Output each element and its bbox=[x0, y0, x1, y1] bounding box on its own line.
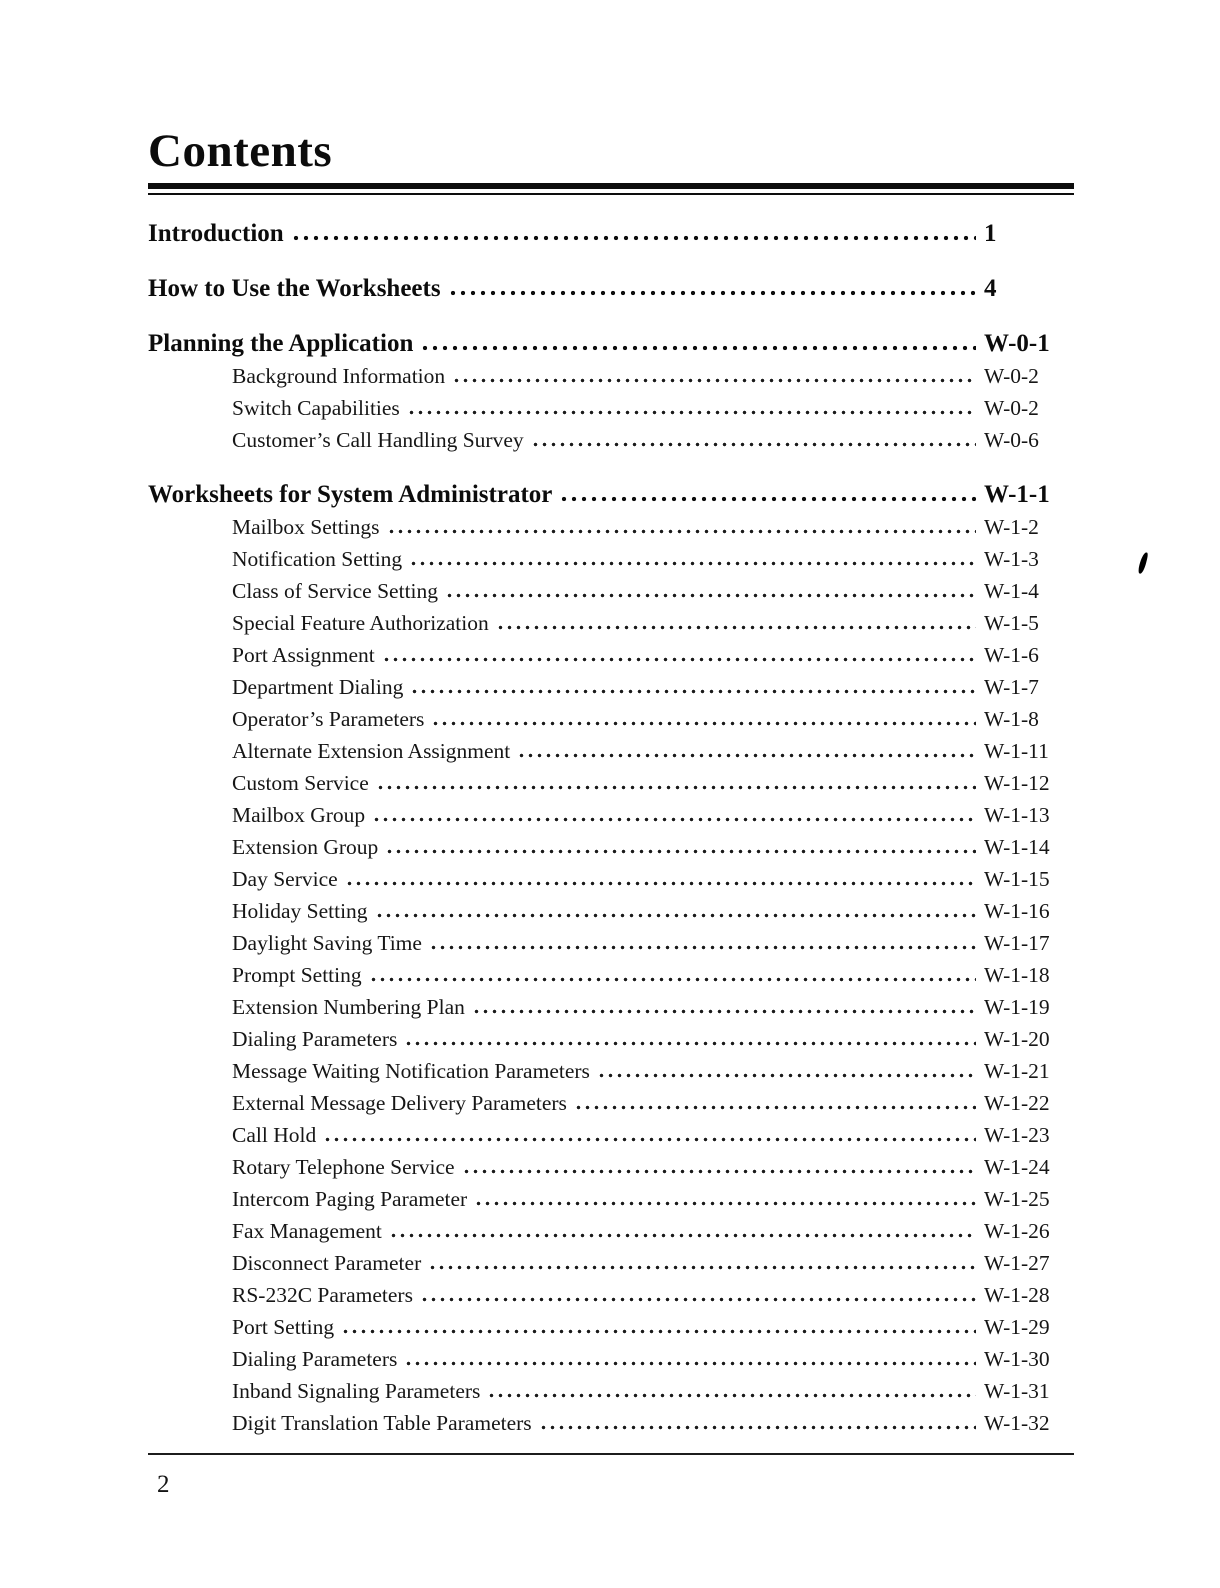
toc-entry-row bbox=[148, 1215, 1074, 1247]
dotted-leader bbox=[487, 1393, 976, 1398]
table-of-contents bbox=[148, 217, 1074, 1439]
dotted-leader bbox=[369, 977, 976, 982]
toc-entry-page: W-0-6 bbox=[984, 427, 1039, 452]
dotted-leader bbox=[389, 1233, 976, 1238]
toc-entry-page: W-1-25 bbox=[984, 1186, 1050, 1211]
toc-entry-label: Port Assignment bbox=[232, 642, 375, 667]
toc-entry-label: Port Setting bbox=[232, 1314, 335, 1339]
toc-entry-label: Disconnect Parameter bbox=[232, 1250, 422, 1275]
toc-entry-page: W-1-16 bbox=[984, 898, 1050, 923]
toc-entry-page: W-1-7 bbox=[984, 674, 1039, 699]
toc-entry-row bbox=[148, 511, 1074, 543]
toc-entry-row bbox=[148, 767, 1074, 799]
toc-entry-page: W-1-6 bbox=[984, 642, 1039, 667]
dotted-leader bbox=[376, 785, 976, 790]
toc-entry-label: Message Waiting Notification Parameters bbox=[232, 1058, 590, 1083]
dotted-leader bbox=[410, 689, 976, 694]
dotted-leader bbox=[496, 625, 976, 630]
toc-entry-label: Daylight Saving Time bbox=[232, 930, 422, 955]
toc-section-row bbox=[148, 478, 1074, 511]
dotted-leader bbox=[448, 290, 976, 296]
toc-entry-page: W-1-24 bbox=[984, 1154, 1050, 1179]
toc-entry-page: W-1-30 bbox=[984, 1346, 1050, 1371]
toc-entry-label: External Message Delivery Parameters bbox=[232, 1090, 567, 1115]
toc-entry-page: W-1-11 bbox=[984, 738, 1049, 763]
toc-entry-label: Department Dialing bbox=[232, 674, 404, 699]
toc-entry-page: W-1-17 bbox=[984, 930, 1050, 955]
toc-entry-row bbox=[148, 543, 1074, 575]
scan-artifact-mark bbox=[1137, 552, 1148, 575]
dotted-leader bbox=[574, 1105, 976, 1110]
toc-entry-label: Dialing Parameters bbox=[232, 1346, 398, 1371]
dotted-leader bbox=[387, 529, 976, 534]
dotted-leader bbox=[474, 1201, 976, 1206]
dotted-leader bbox=[404, 1041, 976, 1046]
toc-entry-row bbox=[148, 1119, 1074, 1151]
toc-entry-row bbox=[148, 991, 1074, 1023]
toc-entry-label: Prompt Setting bbox=[232, 962, 362, 987]
toc-section-row bbox=[148, 217, 1074, 250]
toc-entry-page: W-1-12 bbox=[984, 770, 1050, 795]
toc-entry-page: W-1-31 bbox=[984, 1378, 1050, 1403]
toc-entry-label: Extension Numbering Plan bbox=[232, 994, 465, 1019]
dotted-leader bbox=[420, 345, 976, 351]
dotted-leader bbox=[428, 1265, 976, 1270]
toc-entry-page: W-1-26 bbox=[984, 1218, 1050, 1243]
dotted-leader bbox=[291, 235, 976, 241]
toc-entry-label: Mailbox Settings bbox=[232, 514, 380, 539]
toc-entry-label: Class of Service Setting bbox=[232, 578, 439, 603]
dotted-leader bbox=[409, 561, 976, 566]
toc-entry-page: W-0-2 bbox=[984, 395, 1039, 420]
dotted-leader bbox=[597, 1073, 976, 1078]
toc-entry-row bbox=[148, 392, 1074, 424]
dotted-leader bbox=[341, 1329, 976, 1334]
toc-entry-page: W-1-32 bbox=[984, 1410, 1050, 1435]
toc-entry-page: W-1-18 bbox=[984, 962, 1050, 987]
toc-entry-row bbox=[148, 1087, 1074, 1119]
toc-entry-label: Day Service bbox=[232, 866, 338, 891]
toc-entry-row bbox=[148, 735, 1074, 767]
toc-entry-page: W-1-5 bbox=[984, 610, 1039, 635]
toc-entry-row bbox=[148, 863, 1074, 895]
dotted-leader bbox=[372, 817, 976, 822]
dotted-leader bbox=[559, 496, 976, 502]
toc-entry-row bbox=[148, 1247, 1074, 1279]
page-footer bbox=[148, 1453, 1074, 1499]
page-title: Contents bbox=[148, 125, 333, 177]
toc-entry-page: W-1-23 bbox=[984, 1122, 1050, 1147]
toc-entry-label: Custom Service bbox=[232, 770, 369, 795]
toc-entry-row bbox=[148, 671, 1074, 703]
toc-entry-label: Call Hold bbox=[232, 1122, 317, 1147]
toc-entry-label: How to Use the Worksheets bbox=[148, 274, 441, 302]
dotted-leader bbox=[462, 1169, 976, 1174]
dotted-leader bbox=[382, 657, 976, 662]
toc-entry-label: Alternate Extension Assignment bbox=[232, 738, 511, 763]
dotted-leader bbox=[445, 593, 976, 598]
dotted-leader bbox=[420, 1297, 976, 1302]
toc-entry-row bbox=[148, 895, 1074, 927]
toc-entry-row bbox=[148, 639, 1074, 671]
toc-entry-row bbox=[148, 799, 1074, 831]
toc-entry-page: W-1-29 bbox=[984, 1314, 1050, 1339]
toc-entry-row bbox=[148, 360, 1074, 392]
toc-entry-page: W-1-27 bbox=[984, 1250, 1050, 1275]
toc-entry-label: Mailbox Group bbox=[232, 802, 366, 827]
toc-entry-page: W-1-21 bbox=[984, 1058, 1050, 1083]
toc-entry-page: 1 bbox=[984, 219, 997, 247]
dotted-leader bbox=[385, 849, 976, 854]
toc-entry-label: Fax Management bbox=[232, 1218, 382, 1243]
toc-entry-page: W-1-4 bbox=[984, 578, 1039, 603]
toc-entry-page: W-1-28 bbox=[984, 1282, 1050, 1307]
toc-entry-row bbox=[148, 1151, 1074, 1183]
toc-entry-label: Switch Capabilities bbox=[232, 395, 400, 420]
toc-entry-page: W-1-19 bbox=[984, 994, 1050, 1019]
toc-entry-row bbox=[148, 703, 1074, 735]
toc-entry-page: W-1-22 bbox=[984, 1090, 1050, 1115]
dotted-leader bbox=[345, 881, 976, 886]
dotted-leader bbox=[429, 945, 976, 950]
toc-entry-row bbox=[148, 959, 1074, 991]
toc-entry-label: Introduction bbox=[148, 219, 284, 247]
toc-entry-row bbox=[148, 831, 1074, 863]
toc-section-row bbox=[148, 272, 1074, 305]
dotted-leader bbox=[517, 753, 976, 758]
toc-entry-label: Special Feature Authorization bbox=[232, 610, 489, 635]
toc-entry-page: W-1-3 bbox=[984, 546, 1039, 571]
title-double-rule bbox=[148, 183, 1074, 195]
toc-entry-row bbox=[148, 1407, 1074, 1439]
footer-rule bbox=[148, 1453, 1074, 1455]
dotted-leader bbox=[323, 1137, 976, 1142]
toc-entry-row bbox=[148, 1375, 1074, 1407]
toc-entry-page: W-1-15 bbox=[984, 866, 1050, 891]
toc-entry-label: Background Information bbox=[232, 363, 446, 388]
toc-entry-label: Customer’s Call Handling Survey bbox=[232, 427, 524, 452]
toc-entry-label: Dialing Parameters bbox=[232, 1026, 398, 1051]
toc-entry-label: Holiday Setting bbox=[232, 898, 368, 923]
toc-entry-row bbox=[148, 1183, 1074, 1215]
toc-entry-row bbox=[148, 1055, 1074, 1087]
dotted-leader bbox=[375, 913, 976, 918]
toc-entry-label: Digit Translation Table Parameters bbox=[232, 1410, 532, 1435]
dotted-leader bbox=[531, 442, 976, 447]
toc-entry-label: Planning the Application bbox=[148, 329, 414, 357]
toc-entry-row bbox=[148, 927, 1074, 959]
toc-entry-row bbox=[148, 1279, 1074, 1311]
toc-entry-page: W-1-13 bbox=[984, 802, 1050, 827]
dotted-leader bbox=[472, 1009, 976, 1014]
dotted-leader bbox=[407, 410, 976, 415]
toc-entry-label: Extension Group bbox=[232, 834, 379, 859]
dotted-leader bbox=[539, 1425, 976, 1430]
toc-entry-row bbox=[148, 575, 1074, 607]
toc-section-row bbox=[148, 327, 1074, 360]
toc-entry-row bbox=[148, 1023, 1074, 1055]
toc-entry-page: W-1-14 bbox=[984, 834, 1050, 859]
toc-entry-label: Operator’s Parameters bbox=[232, 706, 425, 731]
toc-entry-row bbox=[148, 607, 1074, 639]
toc-entry-label: Notification Setting bbox=[232, 546, 403, 571]
toc-entry-page: W-1-8 bbox=[984, 706, 1039, 731]
toc-entry-page: W-0-2 bbox=[984, 363, 1039, 388]
toc-entry-label: Rotary Telephone Service bbox=[232, 1154, 455, 1179]
dotted-leader bbox=[431, 721, 976, 726]
dotted-leader bbox=[404, 1361, 976, 1366]
toc-entry-page: W-0-1 bbox=[984, 329, 1050, 357]
toc-entry-page: 4 bbox=[984, 274, 997, 302]
toc-entry-label: Worksheets for System Administrator bbox=[148, 480, 553, 508]
toc-entry-page: W-1-2 bbox=[984, 514, 1039, 539]
toc-entry-label: Inband Signaling Parameters bbox=[232, 1378, 481, 1403]
toc-entry-row bbox=[148, 1311, 1074, 1343]
dotted-leader bbox=[452, 378, 976, 383]
toc-entry-page: W-1-20 bbox=[984, 1026, 1050, 1051]
toc-entry-page: W-1-1 bbox=[984, 480, 1050, 508]
toc-entry-row bbox=[148, 1343, 1074, 1375]
toc-entry-row bbox=[148, 424, 1074, 456]
toc-entry-label: RS-232C Parameters bbox=[232, 1282, 413, 1307]
toc-entry-label: Intercom Paging Parameter bbox=[232, 1186, 468, 1211]
page-number: 2 bbox=[157, 1470, 170, 1498]
